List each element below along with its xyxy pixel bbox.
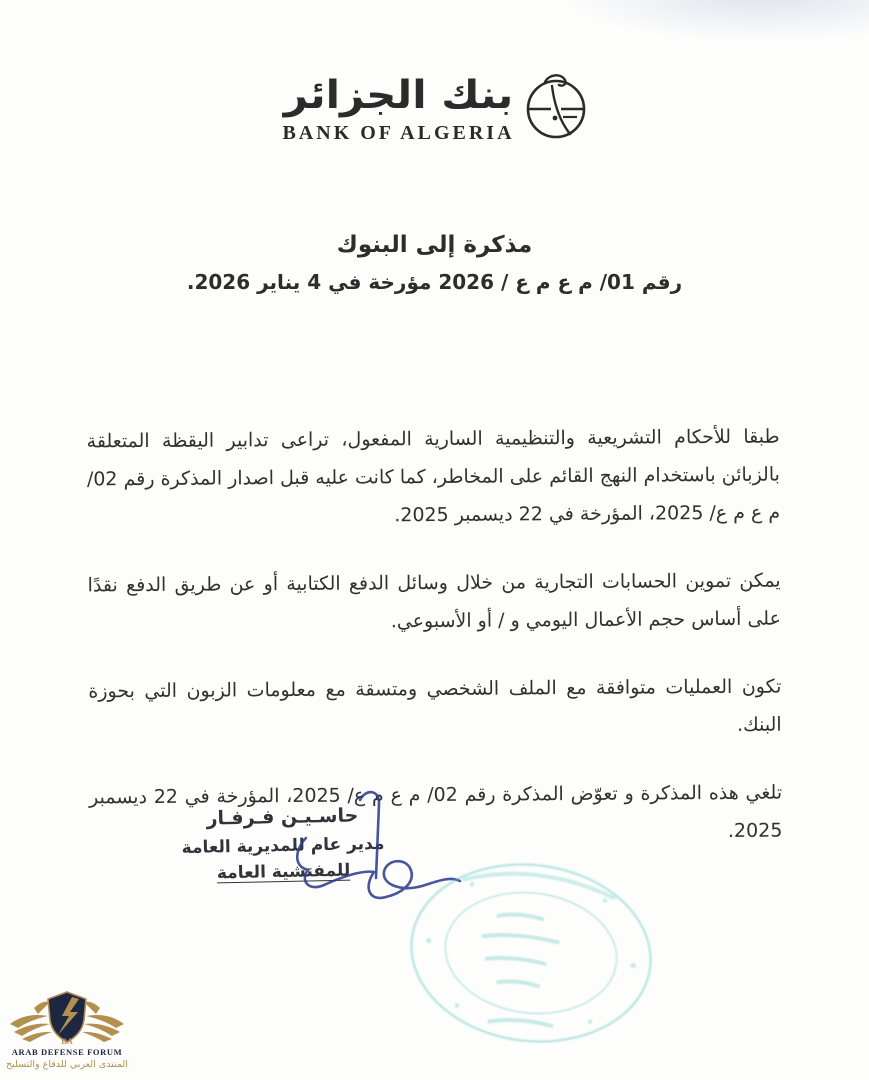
watermark-shield-wings-icon [8, 990, 126, 1046]
official-stamp [402, 858, 660, 1048]
watermark-english-name: ARAB DEFENSE FORUM [11, 1047, 123, 1057]
watermark-monogram: DA [61, 1037, 73, 1046]
memo-paragraph-3: تكون العمليات متوافقة مع الملف الشخصي ومتسقة مع معلومات الزبون التي بحوزة البنك. [88, 675, 782, 736]
memo-title: مذكرة إلى البنوك [336, 232, 533, 258]
signatory-title-line2: للمفتشية العامة [216, 860, 351, 884]
watermark-arabic-name: المنتدى العربي للدفاع والتسليح [6, 1059, 128, 1070]
signature-block [147, 803, 419, 885]
bank-emblem-icon [525, 68, 587, 146]
bank-logo-english-name: BANK OF ALGERIA [282, 122, 515, 144]
memo-body [87, 418, 783, 855]
signatory-name: حاسـيـن فـرفـار [206, 804, 359, 830]
memo-paragraph-1: طبقا للأحكام التشريعية والتنظيمية السارية المفعول، تراعى تدابير اليقظة المتعلقة بالزبائن باستخدام النهج القائم على المخاطر، كما كانت عليه قبل اصدار المذكرة رقم 02/ م ع م ع/ 2025، المؤرخة في 22 ديسمبر 2025. [86, 425, 781, 527]
bank-logo-arabic-calligraphy: بنك الجزائر [283, 72, 514, 118]
memo-paragraph-2: يمكن تموين الحسابات التجارية من خلال وسائل الدفع الكتابية أو عن طريق الدفع نقدًا على أساس حجم الأعمال اليومي و / أو الأسبوعي. [87, 569, 781, 633]
memo-paragraph-4: تلغي هذه المذكرة و تعوّض المذكرة رقم 02/ م ع م ع/ 2025، المؤرخة في 22 ديسمبر 2025. [89, 781, 783, 842]
signatory-title-line1: مدير عام للمديرية العامة [181, 833, 385, 859]
bank-logo [0, 62, 869, 146]
scan-artifact-smudge [559, 0, 869, 42]
arab-defense-forum-watermark [6, 990, 128, 1070]
memo-reference-line: رقم 01/ م ع م ع / 2026 مؤرخة في 4 يناير 2026. [186, 270, 683, 294]
memo-heading [0, 232, 869, 294]
